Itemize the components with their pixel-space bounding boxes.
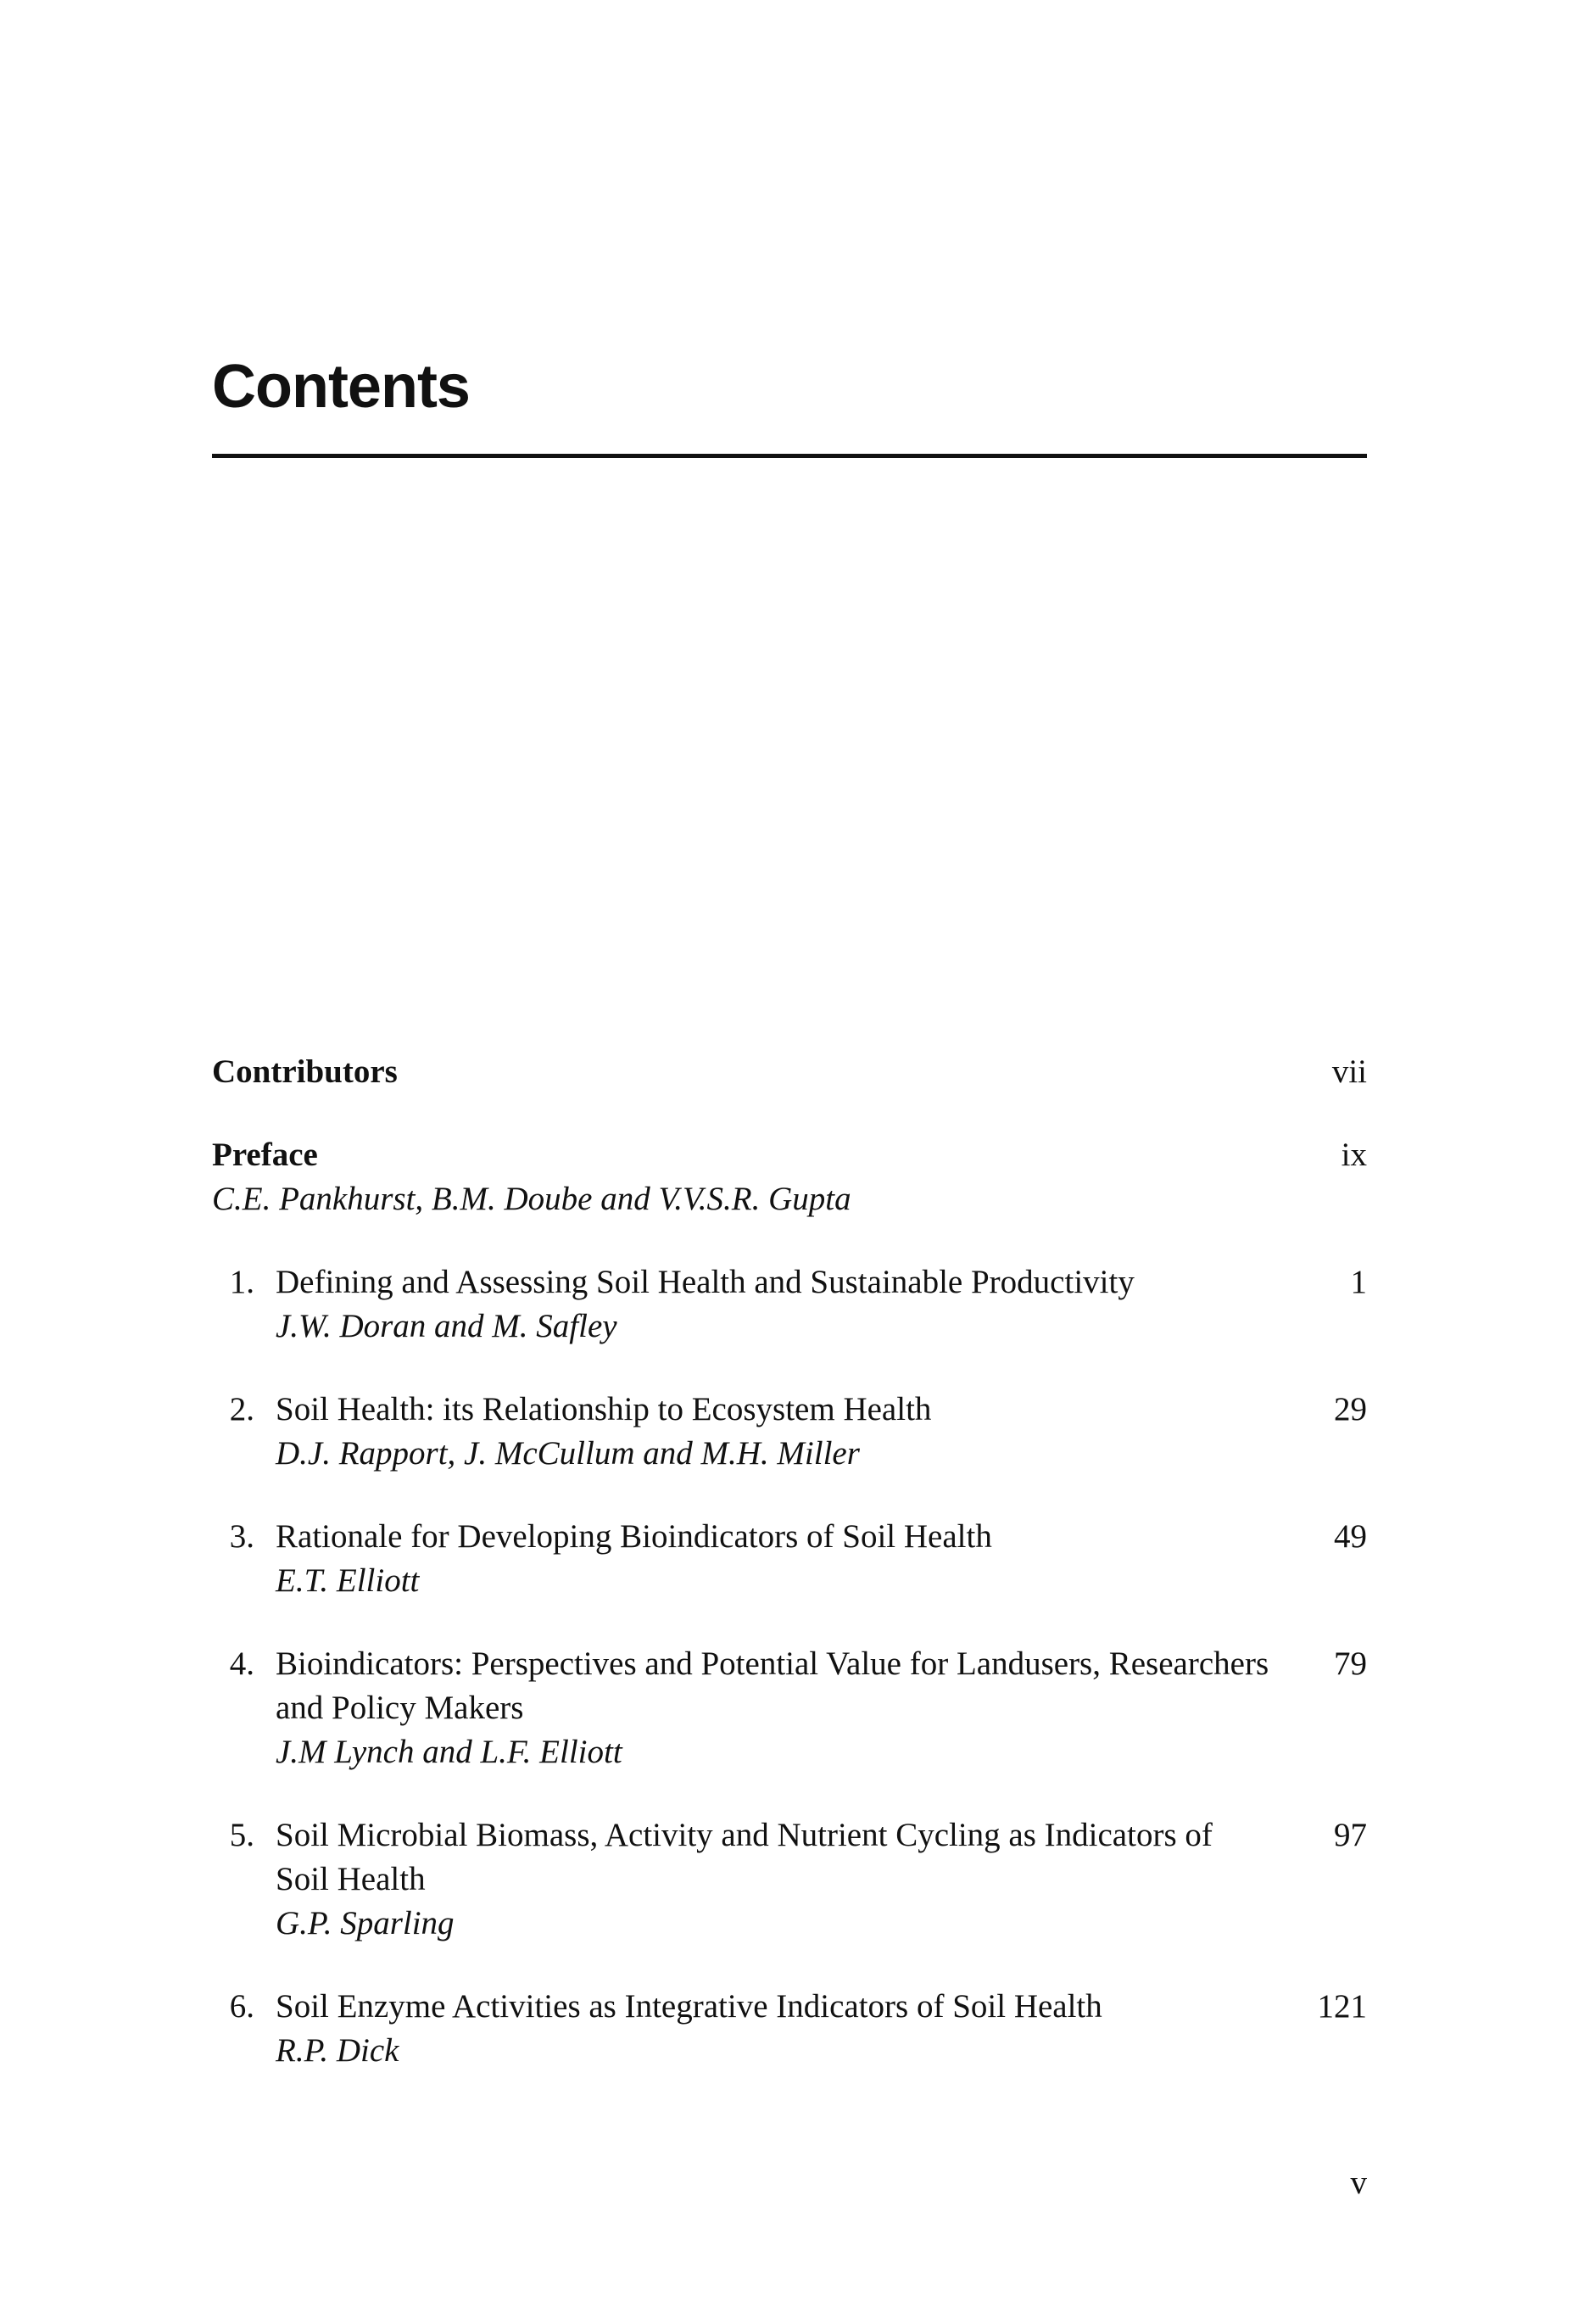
chapter-page-number: 97: [1334, 1817, 1367, 1853]
toc-entry-chapter-4[interactable]: [212, 1642, 1367, 1774]
table-of-contents: [212, 1050, 1367, 2073]
chapter-authors: E.T. Elliott: [276, 1562, 420, 1599]
toc-entry-preface[interactable]: [212, 1133, 1367, 1221]
chapter-number: 4.: [229, 1645, 254, 1682]
toc-entry-chapter-5[interactable]: [212, 1813, 1367, 1946]
chapter-authors: G.P. Sparling: [276, 1905, 455, 1941]
chapter-number: 2.: [229, 1391, 254, 1427]
title-rule: [212, 454, 1367, 458]
chapter-number: 3.: [229, 1518, 254, 1555]
chapter-authors: D.J. Rapport, J. McCullum and M.H. Miller: [276, 1435, 860, 1472]
entry-authors: C.E. Pankhurst, B.M. Doube and V.V.S.R. Gupta: [212, 1181, 851, 1217]
chapter-page-number: 121: [1317, 1988, 1367, 2025]
page-folio: v: [1350, 2165, 1367, 2201]
toc-entry-chapter-3[interactable]: [212, 1515, 1367, 1603]
chapter-page-number: 1: [1350, 1264, 1367, 1300]
entry-page-number: ix: [1341, 1137, 1367, 1173]
chapter-list: [212, 1260, 1367, 2073]
toc-entry-chapter-2[interactable]: [212, 1388, 1367, 1476]
page-title: Contents: [212, 353, 470, 421]
chapter-authors: J.M Lynch and L.F. Elliott: [276, 1734, 622, 1770]
chapter-authors: R.P. Dick: [276, 2032, 399, 2069]
toc-entry-chapter-6[interactable]: [212, 1985, 1367, 2073]
chapter-page-number: 79: [1334, 1645, 1367, 1682]
toc-entry-chapter-1[interactable]: [212, 1260, 1367, 1349]
chapter-title: Soil Microbial Biomass, Activity and Nutrient Cycling as Indicators of Soil Health: [276, 1817, 1213, 1897]
chapter-title: Soil Health: its Relationship to Ecosystem Health: [276, 1391, 932, 1427]
chapter-number: 6.: [229, 1988, 254, 2025]
entry-title: Contributors: [212, 1053, 398, 1090]
chapter-authors: J.W. Doran and M. Safley: [276, 1308, 617, 1344]
chapter-page-number: 29: [1334, 1391, 1367, 1427]
toc-entry-contributors[interactable]: [212, 1050, 1367, 1094]
chapter-number: 5.: [229, 1817, 254, 1853]
chapter-title: Rationale for Developing Bioindicators of Soil Health: [276, 1518, 992, 1555]
entry-title: Preface: [212, 1137, 318, 1173]
entry-page-number: vii: [1331, 1053, 1367, 1090]
chapter-title: Defining and Assessing Soil Health and Sustainable Productivity: [276, 1264, 1135, 1300]
chapter-number: 1.: [229, 1264, 254, 1300]
chapter-title: Soil Enzyme Activities as Integrative Indicators of Soil Health: [276, 1988, 1102, 2025]
chapter-page-number: 49: [1334, 1518, 1367, 1555]
chapter-title: Bioindicators: Perspectives and Potential Value for Landusers, Researchers and Policy Makers: [276, 1645, 1269, 1726]
